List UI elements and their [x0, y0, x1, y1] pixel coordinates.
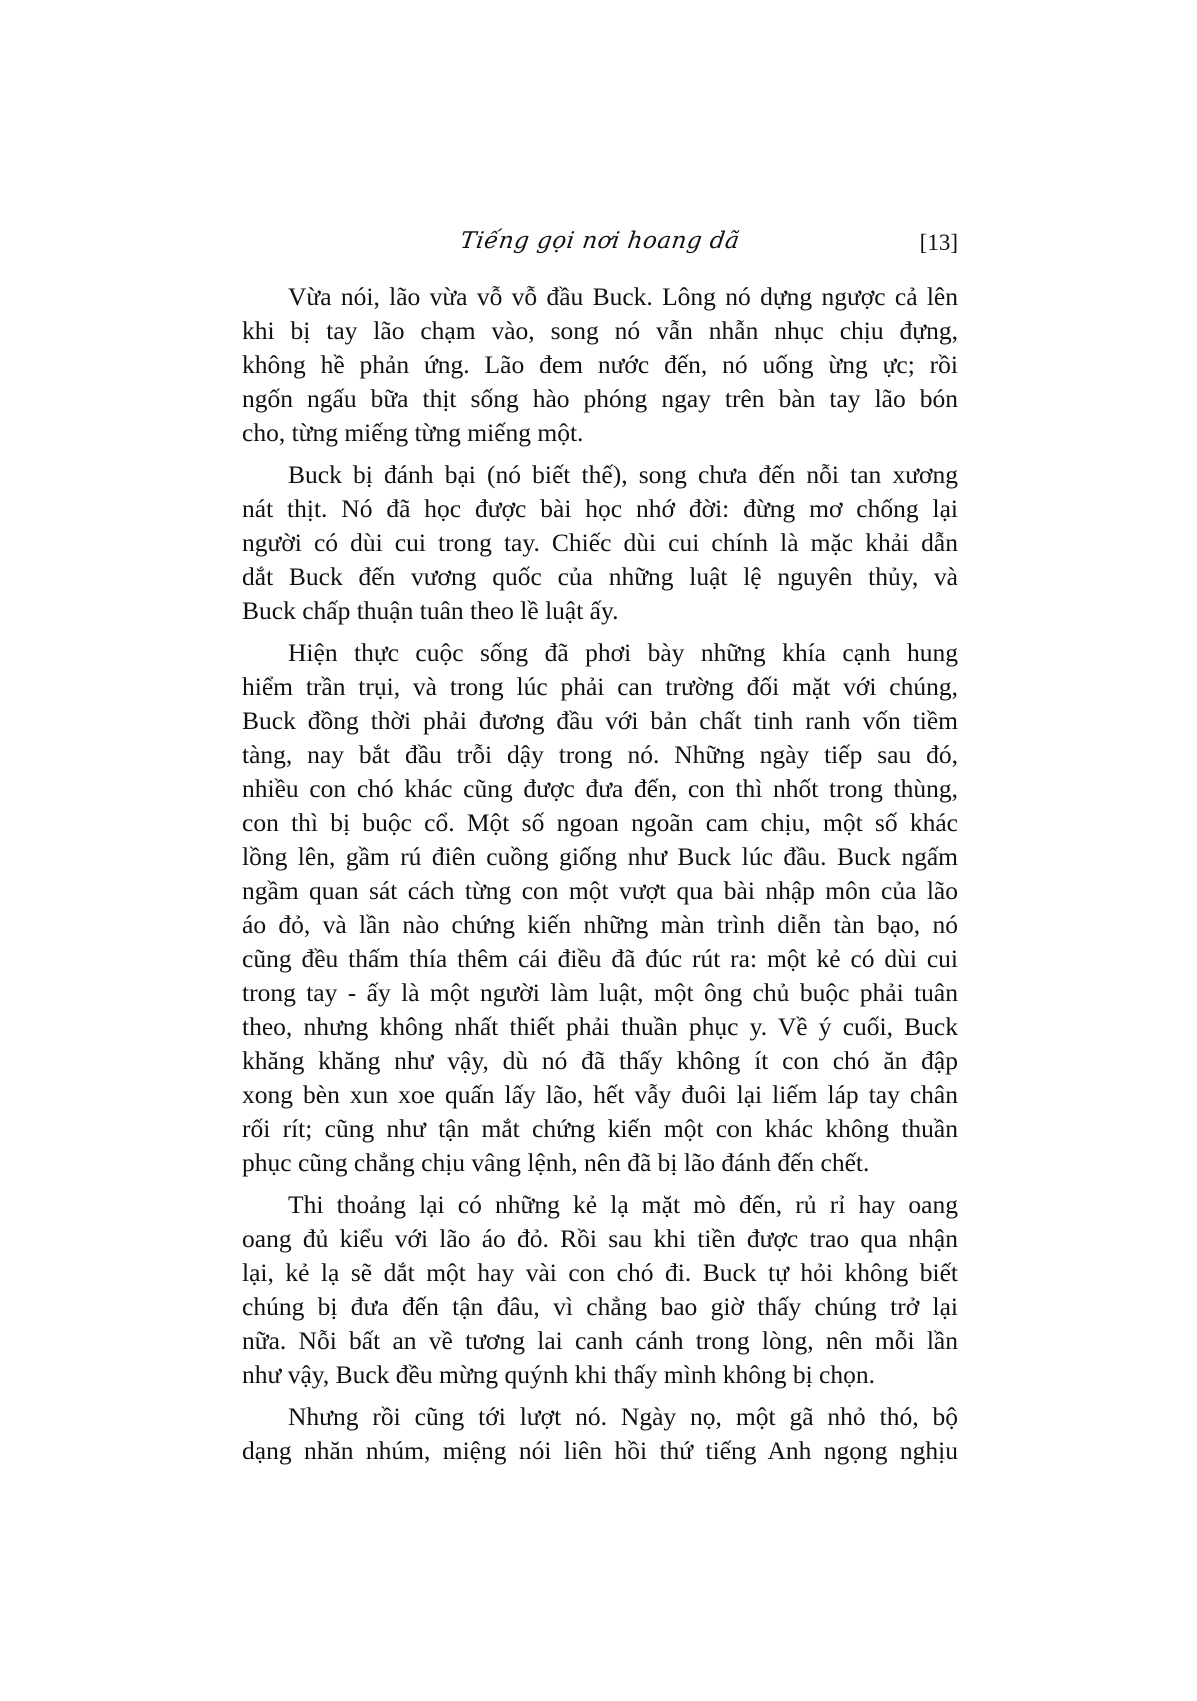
text-line: hiểm trần trụi, và trong lúc phải can trường đối mặt với chúng,: [242, 672, 958, 701]
text-line: lại, kẻ lạ sẽ dắt một hay vài con chó đi. Buck tự hỏi không biết: [242, 1258, 958, 1287]
text-line: khăng khăng như vậy, dù nó đã thấy không ít con chó ăn đập: [242, 1046, 958, 1075]
page-number: [13]: [919, 230, 958, 255]
text-line: chúng bị đưa đến tận đâu, vì chẳng bao giờ thấy chúng trở lại: [242, 1292, 958, 1321]
body-text: [242, 280, 958, 1476]
text-line: xong bèn xun xoe quấn lấy lão, hết vẫy đuôi lại liếm láp tay chân: [242, 1080, 958, 1109]
text-line: rối rít; cũng như tận mắt chứng kiến một con khác không thuần: [242, 1114, 958, 1143]
text-line: như vậy, Buck đều mừng quýnh khi thấy mình không bị chọn.: [242, 1360, 875, 1389]
text-line: cũng đều thấm thía thêm cái điều đã đúc rút ra: một kẻ có dùi cui: [242, 944, 958, 973]
text-line: oang đủ kiểu với lão áo đỏ. Rồi sau khi tiền được trao qua nhận: [242, 1224, 958, 1253]
text-line: Buck chấp thuận tuân theo lề luật ấy.: [242, 596, 619, 625]
text-line: Vừa nói, lão vừa vỗ vỗ đầu Buck. Lông nó dựng ngược cả lên: [288, 282, 958, 311]
text-line: dạng nhăn nhúm, miệng nói liên hồi thứ tiếng Anh ngọng nghịu: [242, 1436, 958, 1465]
page-header: [242, 228, 958, 264]
text-line: nhiều con chó khác cũng được đưa đến, con thì nhốt trong thùng,: [242, 774, 958, 803]
paragraph: [242, 280, 958, 450]
text-line: nát thịt. Nó đã học được bài học nhớ đời: đừng mơ chống lại: [242, 494, 958, 523]
text-line: theo, nhưng không nhất thiết phải thuần phục y. Về ý cuối, Buck: [242, 1012, 958, 1041]
text-line: Thi thoảng lại có những kẻ lạ mặt mò đến, rủ rỉ hay oang: [288, 1190, 958, 1219]
paragraph: [242, 1400, 958, 1468]
text-line: trong tay - ấy là một người làm luật, một ông chủ buộc phải tuân: [242, 978, 958, 1007]
text-line: con thì bị buộc cổ. Một số ngoan ngoãn cam chịu, một số khác: [242, 808, 958, 837]
text-line: Nhưng rồi cũng tới lượt nó. Ngày nọ, một gã nhỏ thó, bộ: [288, 1402, 958, 1431]
text-line: khi bị tay lão chạm vào, song nó vẫn nhẫn nhục chịu đựng,: [242, 316, 958, 345]
text-line: ngầm quan sát cách từng con một vượt qua bài nhập môn của lão: [242, 876, 958, 905]
text-line: ngốn ngấu bữa thịt sống hào phóng ngay trên bàn tay lão bón: [242, 384, 958, 413]
text-line: dắt Buck đến vương quốc của những luật lệ nguyên thủy, và: [242, 562, 958, 591]
running-title: Tiếng gọi nơi hoang dã: [458, 228, 742, 254]
text-line: người có dùi cui trong tay. Chiếc dùi cui chính là mặc khải dẫn: [242, 528, 958, 557]
text-line: áo đỏ, và lần nào chứng kiến những màn trình diễn tàn bạo, nó: [242, 910, 958, 939]
text-line: Buck đồng thời phải đương đầu với bản chất tinh ranh vốn tiềm: [242, 706, 958, 735]
text-line: Hiện thực cuộc sống đã phơi bày những khía cạnh hung: [288, 638, 958, 667]
text-line: phục cũng chẳng chịu vâng lệnh, nên đã bị lão đánh đến chết.: [242, 1148, 870, 1177]
text-line: lồng lên, gầm rú điên cuồng giống như Buck lúc đầu. Buck ngấm: [242, 842, 958, 871]
text-line: tàng, nay bắt đầu trỗi dậy trong nó. Những ngày tiếp sau đó,: [242, 740, 958, 769]
paragraph: [242, 1188, 958, 1392]
paragraph: [242, 458, 958, 628]
text-line: Buck bị đánh bại (nó biết thế), song chưa đến nỗi tan xương: [288, 460, 958, 489]
text-line: cho, từng miếng từng miếng một.: [242, 418, 584, 447]
text-line: nữa. Nỗi bất an về tương lai canh cánh trong lòng, nên mỗi lần: [242, 1326, 958, 1355]
paragraph: [242, 636, 958, 1180]
text-line: không hề phản ứng. Lão đem nước đến, nó uống ừng ực; rồi: [242, 350, 958, 379]
